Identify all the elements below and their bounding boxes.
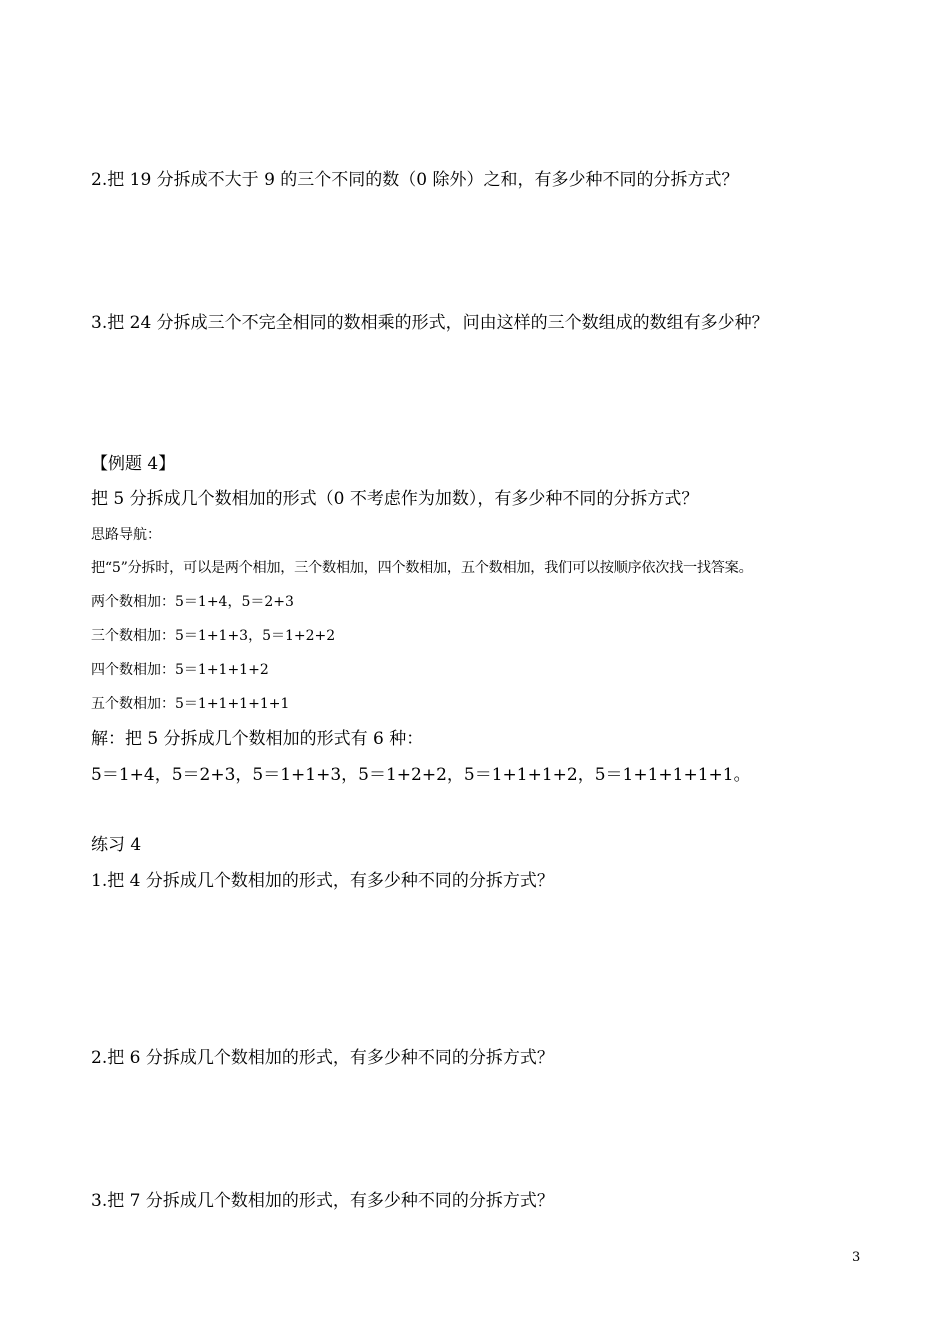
answer-intro: 解：把 5 分拆成几个数相加的形式有 6 种： [91, 729, 424, 749]
step-four-addends: 四个数相加：5＝1+1+1+2 [91, 662, 269, 678]
answer-list: 5＝1+4，5＝2+3，5＝1+1+3，5＝1+2+2，5＝1+1+1+2，5＝1+1+1+1+1。 [91, 765, 751, 785]
practice3-question-3: 3.把 24 分拆成三个不完全相同的数相乘的形式，问由这样的三个数组成的数组有多少种？ [91, 313, 769, 333]
example4-heading: 【例题 4】 [91, 454, 176, 474]
practice3-question-2: 2.把 19 分拆成不大于 9 的三个不同的数（0 除外）之和，有多少种不同的分拆方式？ [91, 170, 739, 190]
step-two-addends: 两个数相加：5＝1+4，5＝2+3 [91, 594, 294, 610]
step-three-addends: 三个数相加：5＝1+1+3，5＝1+2+2 [91, 628, 336, 644]
practice4-question-2: 2.把 6 分拆成几个数相加的形式，有多少种不同的分拆方式？ [91, 1048, 554, 1068]
hint-text: 把“5”分拆时，可以是两个相加，三个数相加，四个数相加，五个数相加，我们可以按顺序依次找一找答案。 [91, 560, 753, 576]
example4-question: 把 5 分拆成几个数相加的形式（0 不考虑作为加数），有多少种不同的分拆方式？ [91, 489, 699, 509]
practice4-question-1: 1.把 4 分拆成几个数相加的形式，有多少种不同的分拆方式？ [91, 871, 554, 891]
step-five-addends: 五个数相加：5＝1+1+1+1+1 [91, 696, 290, 712]
page-number: 3 [852, 1250, 861, 1265]
practice4-question-3: 3.把 7 分拆成几个数相加的形式，有多少种不同的分拆方式？ [91, 1191, 554, 1211]
hint-label: 思路导航： [91, 527, 161, 543]
practice4-heading: 练习 4 [91, 835, 142, 855]
